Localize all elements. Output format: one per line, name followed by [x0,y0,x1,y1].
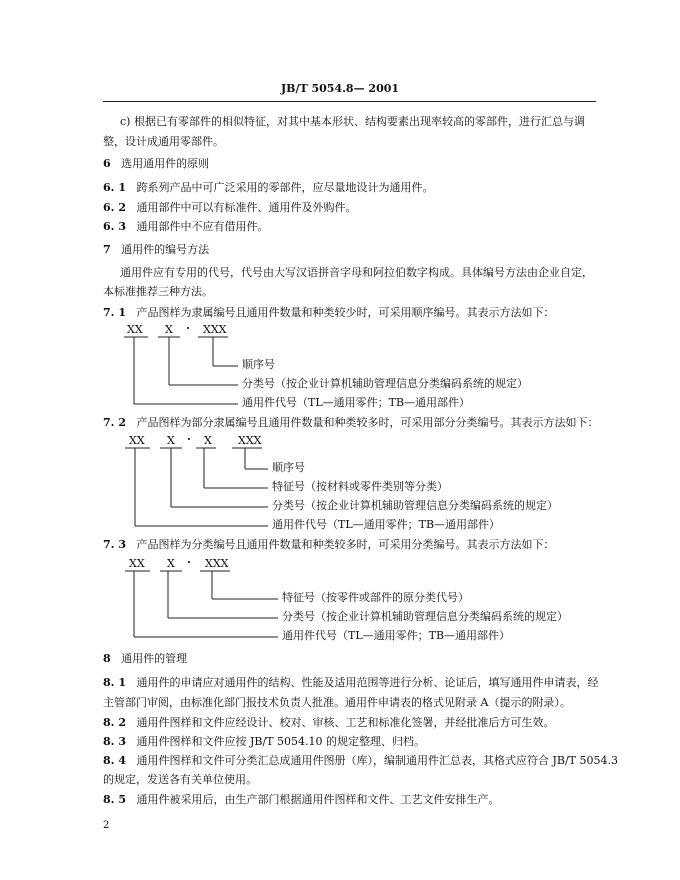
d1-separator-dot: · [186,322,190,335]
clause-text: 通用部件中不应有借用件。 [136,220,269,233]
d2-code-x2: X [204,434,212,447]
clause-number: 8. 4 [103,754,126,767]
clause-8-3 [103,735,425,748]
d2-label-feature: 特征号（按材料或零件类别等分类） [272,480,448,493]
clause-number: 8. 5 [103,793,126,806]
section-number: 6 [103,157,111,170]
clause-number: 7. 1 [103,306,126,319]
d1-code-xxx: XXX [203,323,227,336]
clause-8-1-line2: 主管部门审阅，由标准化部门报技术负责人批准。通用件申请表的格式见附录 A（提示的附录）。 [103,696,571,709]
clause-text: 跨系列产品中可广泛采用的零部件，应尽量地设计为通用件。 [136,181,434,194]
clause-text: 产品图样为部分隶属编号且通用件数量和种类较多时，可采用部分分类编号。其表示方法如下： [136,416,599,429]
paragraph-c-line2: 整，设计成通用零部件。 [103,135,224,148]
clause-8-2 [103,716,554,729]
d2-separator-dot: · [187,433,191,446]
clause-number: 6. 2 [103,201,126,214]
section-title: 通用件的管理 [121,652,188,665]
clause-text: 产品图样为分类编号且通用件数量和种类较多时，可采用分类编号。其表示方法如下： [136,538,555,551]
clause-8-4-line1 [103,754,618,767]
paragraph-7-line2: 本标准推荐三种方法。 [103,285,213,298]
d1-label-sequence: 顺序号 [242,358,275,371]
d2-label-category: 分类号（按企业计算机辅助管理信息分类编码系统的规定） [272,499,558,512]
paragraph-c-line1: c) 根据已有零部件的相似特征，对其中基本形状、结构要素出现率较高的零部件，进行汇总与调 [120,115,585,128]
d1-label-code: 通用件代号（TL—通用零件；TB—通用部件） [242,396,471,409]
clause-number: 8. 3 [103,735,126,748]
section-number: 7 [103,243,111,256]
d3-code-xxx: XXX [205,557,229,570]
clause-text: 通用部件中可以有标准件、通用件及外购件。 [136,201,357,214]
clause-number: 6. 3 [103,220,126,233]
clause-text: 通用件被采用后，由生产部门根据通用件图样和文件、工艺文件安排生产。 [136,793,500,806]
d1-code-x: X [165,323,173,336]
page-header: JB/T 5054.8— 2001 [280,82,400,95]
d3-code-x: X [167,557,175,570]
clause-8-4-line2: 的规定，发送各有关单位使用。 [103,773,257,786]
d3-separator-dot: · [187,556,191,569]
d2-code-xx: XX [129,434,145,447]
d3-code-xx: XX [129,557,145,570]
clause-8-1-line1 [103,676,598,689]
d2-label-sequence: 顺序号 [272,461,305,474]
d2-code-xxx: XXX [238,434,262,447]
section-title: 通用件的编号方法 [121,243,210,256]
clause-text: 通用件的申请应对通用件的结构、性能及适用范围等进行分析、论证后，填写通用件申请表，经 [136,676,599,689]
paragraph-7-line1: 通用件应有专用的代号，代号由大写汉语拼音字母和阿拉伯数字构成。具体编号方法由企业自定， [120,266,593,279]
section-8-heading [103,652,187,665]
d3-label-feature: 特征号（按零件或部件的原分类代号） [282,591,469,604]
clause-text: 产品图样为隶属编号且通用件数量和种类较少时，可采用顺序编号。其表示方法如下： [136,306,555,319]
page-number: 2 [103,820,110,831]
d1-code-xx: XX [127,323,143,336]
d2-label-code: 通用件代号（TL—通用零件；TB—通用部件） [272,518,501,531]
d3-label-code: 通用件代号（TL—通用零件；TB—通用部件） [282,629,511,642]
clause-number: 8. 1 [103,676,126,689]
d2-code-x1: X [167,434,175,447]
section-title: 选用通用件的原则 [121,157,210,170]
d3-label-category: 分类号（按企业计算机辅助管理信息分类编码系统的规定） [282,610,568,623]
clause-number: 7. 3 [103,538,126,551]
clause-number: 7. 2 [103,416,126,429]
section-number: 8 [103,652,111,665]
clause-8-5 [103,793,499,806]
clause-number: 8. 2 [103,716,126,729]
clause-text: 通用件图样和文件应经设计、校对、审核、工艺和标准化签署，并经批准后方可生效。 [136,716,555,729]
clause-number: 6. 1 [103,181,126,194]
clause-text: 通用件图样和文件应按 JB/T 5054.10 的规定整理、归档。 [136,735,425,748]
d1-label-category: 分类号（按企业计算机辅助管理信息分类编码系统的规定） [242,377,528,390]
clause-text: 通用件图样和文件可分类汇总成通用件图册（库），编制通用件汇总表，其格式应符合 JB/T 5054.3 [136,754,618,767]
